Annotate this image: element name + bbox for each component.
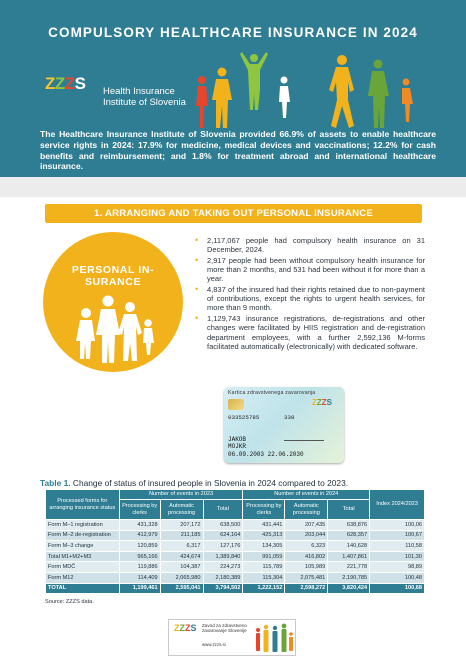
table-cell: 2,595,041 [160, 583, 203, 594]
table-cell: 628,357 [328, 530, 370, 541]
section-title: 1. ARRANGING AND TAKING OUT PERSONAL INSURANCE [45, 204, 422, 223]
col-header-clerks-2024: Processing by clerks [243, 500, 285, 520]
table-cell: 431,441 [243, 520, 285, 531]
facts-list [193, 236, 425, 352]
table-row [46, 551, 425, 562]
table-cell: 1,199,461 [119, 583, 160, 594]
table-cell: 203,044 [285, 530, 328, 541]
table-cell: 211,185 [160, 530, 203, 541]
table-cell: 100,48 [370, 572, 425, 583]
card-last-name: MOJKR [228, 443, 247, 450]
list-item: • 2,917 people had been without compulsory health insurance for more than 2 months, and 531 had been without it for more than a year. [193, 256, 425, 284]
list-item: • 1,129,743 insurance registrations, de-registrations and other changes were facilitated by HIIS registration and de-registration department employees, with a further 2,592,136 M-forms facilitated automatically (electronically) with dedicated software. [193, 314, 425, 351]
table-cell: 98,89 [370, 562, 425, 573]
table-cell: 104,387 [160, 562, 203, 573]
card-header: Kartica zdravstvenega zavarovanja [228, 390, 316, 396]
table-row [46, 520, 425, 531]
list-item: • 4,837 of the insured had their rights retained due to non-payment of contributions, except the rights to urgent health services, for more than 9 month. [193, 285, 425, 313]
card-logo: ZZZS [312, 398, 333, 407]
figure-red [196, 76, 208, 128]
health-insurance-card [224, 387, 344, 463]
table-cell: 127,176 [203, 541, 243, 552]
table-cell: 207,172 [160, 520, 203, 531]
row-label: Form M12 [46, 572, 120, 583]
col-header-total-2024: Total [328, 500, 370, 520]
table-cell: 965,166 [119, 551, 160, 562]
figure-amber [212, 68, 232, 129]
list-item: • 2,117,067 people had compulsory health insurance on 31 December, 2024. [193, 236, 425, 254]
people-figures-illustration [192, 50, 432, 130]
table-cell: 101,30 [370, 551, 425, 562]
grey-band [0, 177, 466, 197]
col-header-index: Index 2024/2023 [370, 490, 425, 520]
page-title: COMPULSORY HEALTHCARE INSURANCE IN 2024 [48, 25, 418, 40]
table-cell: 2,180,389 [203, 572, 243, 583]
table-row [46, 583, 425, 594]
card-first-name: JAKOB [228, 436, 247, 443]
table-cell: 2,075,481 [285, 572, 328, 583]
table-cell: 638,500 [203, 520, 243, 531]
table-cell: 3,794,502 [203, 583, 243, 594]
table-cell: 3,820,424 [328, 583, 370, 594]
row-label: Form M–2 de-registration [46, 530, 120, 541]
table-cell: 638,876 [328, 520, 370, 531]
row-label: Form M–1 registration [46, 520, 120, 531]
col-group-2023: Number of events in 2023 [119, 490, 243, 500]
row-label: Form M–3 change [46, 541, 120, 552]
logo-mark: ZZZS [45, 74, 86, 93]
table-cell: 2,598,272 [285, 583, 328, 594]
figure-green-adult [368, 60, 389, 129]
table-cell: 431,328 [119, 520, 160, 531]
card-number: 033525785 [228, 414, 260, 421]
table-cell: 134,305 [243, 541, 285, 552]
table-cell: 6,317 [160, 541, 203, 552]
table-cell: 110,58 [370, 541, 425, 552]
table-row [46, 541, 425, 552]
table-cell: 115,789 [243, 562, 285, 573]
table-cell: 105,989 [285, 562, 328, 573]
header-banner [0, 0, 466, 177]
table-cell: 2,065,980 [160, 572, 203, 583]
personal-insurance-badge [42, 231, 184, 373]
row-label: Form MDČ [46, 562, 120, 573]
status-change-table [45, 489, 425, 594]
badge-graphic [42, 231, 184, 373]
row-label: Total M1+M2+M3 [46, 551, 120, 562]
col-header-clerks-2023: Processing by clerks [119, 500, 160, 520]
footer-url: www.zzzs.si [202, 642, 226, 647]
table-cell: 416,802 [285, 551, 328, 562]
badge-label: PERSONAL IN- SURANCE [71, 264, 155, 288]
table-cell: 1,407,861 [328, 551, 370, 562]
card-chip-icon [228, 399, 244, 410]
table-cell: 6,323 [285, 541, 328, 552]
card-code: 338 [284, 414, 295, 421]
table-cell: 224,273 [203, 562, 243, 573]
footer-institute-name: Zavod za zdravstveno zavarovanje Slovenije [202, 623, 247, 634]
table-cell: 412,979 [119, 530, 160, 541]
table-cell: 115,304 [243, 572, 285, 583]
table-cell: 221,778 [328, 562, 370, 573]
col-group-2024: Number of events in 2024 [243, 490, 370, 500]
col-header-forms: Processed forms for arranging insurance status [46, 490, 120, 520]
logo-text: Health Insurance Institute of Slovenia [103, 86, 186, 108]
col-header-auto-2024: Automatic processing [285, 500, 328, 520]
table-cell: 991,059 [243, 551, 285, 562]
figure-white-small [279, 77, 290, 119]
footer-logo [168, 619, 296, 656]
figure-orange [402, 79, 413, 123]
table-cell: 1,222,152 [243, 583, 285, 594]
table-cell: 100,68 [370, 583, 425, 594]
figure-green [240, 52, 268, 110]
table-cell: 1,389,840 [203, 551, 243, 562]
table-row [46, 562, 425, 573]
footer-mark: ZZZS [174, 623, 197, 633]
table-cell: 2,190,785 [328, 572, 370, 583]
table-row [46, 572, 425, 583]
table-cell: 120,859 [119, 541, 160, 552]
col-header-auto-2023: Automatic processing [160, 500, 203, 520]
intro-paragraph: The Healthcare Insurance Institute of Slovenia provided 66.9% of assets to enable healthcare service rights in 2024: 17.9% for medicine, medical devices and vaccinations; 12.2% for cash benefits and reimbursement; and 1.8% for treatment abroad and international healthcare insurance. [40, 129, 436, 172]
table-cell: 119,886 [119, 562, 160, 573]
table-cell: 207,435 [285, 520, 328, 531]
figure-amber-walker [329, 55, 354, 128]
table-cell: 424,674 [160, 551, 203, 562]
table-cell: 624,164 [203, 530, 243, 541]
table-cell: 425,313 [243, 530, 285, 541]
footer-figures-icon [253, 622, 295, 655]
source-note: Source: ZZZS data. [45, 599, 94, 605]
table-cell: 114,409 [119, 572, 160, 583]
table-cell: 140,628 [328, 541, 370, 552]
hiis-logo [45, 74, 205, 114]
col-header-total-2023: Total [203, 500, 243, 520]
card-signature-line [284, 431, 324, 441]
table-cell: 100,06 [370, 520, 425, 531]
card-dates: 06.09.2003 22.06.2030 [228, 451, 304, 458]
table-caption: Table 1. Change of status of insured people in Slovenia in 2024 compared to 2023. [40, 478, 349, 488]
table-cell: 100,67 [370, 530, 425, 541]
row-label: TOTAL [46, 583, 120, 594]
table-row [46, 530, 425, 541]
